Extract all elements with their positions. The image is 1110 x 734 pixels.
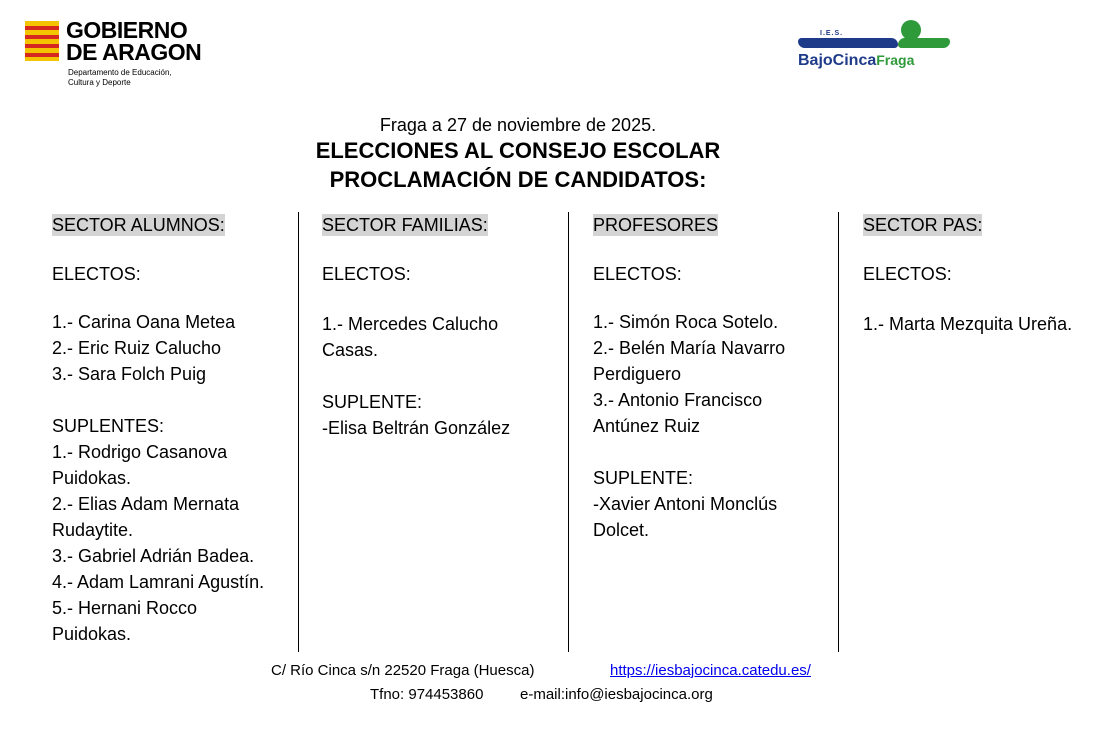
column-divider	[568, 212, 569, 652]
list-item: 1.- Rodrigo Casanova	[52, 442, 228, 462]
electos-label: ELECTOS:	[52, 264, 141, 284]
ies-logo-name	[798, 52, 914, 70]
electos-list	[52, 309, 292, 387]
gobierno-aragon-logo	[18, 14, 210, 90]
column-divider	[838, 212, 839, 652]
list-item: Dolcet.	[593, 520, 650, 540]
list-item: 2.- Elias Adam Mernata	[52, 494, 240, 514]
document-title: ELECCIONES AL CONSEJO ESCOLAR	[315, 138, 721, 163]
list-item: 1.- Simón Roca Sotelo.	[593, 312, 779, 332]
suplentes-list	[322, 415, 562, 441]
list-item: 2.- Belén María Navarro	[593, 338, 786, 358]
list-item: -Elisa Beltrán González	[322, 418, 511, 438]
list-item: Puidokas.	[52, 624, 132, 644]
footer-phone: Tfno: 974453860	[370, 686, 484, 703]
footer-line-2	[0, 686, 1110, 706]
suplentes-label: SUPLENTE:	[593, 468, 694, 488]
ies-logo-dot-icon	[901, 20, 921, 40]
list-item: 1.- Carina Oana Metea	[52, 312, 236, 332]
sector-profesores-heading: PROFESORES	[593, 215, 719, 235]
sector-pas-heading: SECTOR PAS:	[863, 215, 983, 235]
suplentes-label: SUPLENTE:	[322, 392, 423, 412]
list-item: Antúnez Ruiz	[593, 416, 701, 436]
electos-list	[593, 309, 833, 439]
sector-alumnos-column	[52, 212, 292, 647]
ies-bajocinca-logo	[796, 18, 952, 74]
document-date: Fraga a 27 de noviembre de 2025.	[379, 115, 657, 135]
gov-logo-subtitle: Departamento de Educación, Cultura y Deporte	[68, 68, 172, 87]
footer-line-1	[0, 662, 1110, 682]
document-subtitle: PROCLAMACIÓN DE CANDIDATOS:	[329, 167, 707, 192]
list-item: 1.- Mercedes Calucho	[322, 314, 499, 334]
ies-logo-wave-green-icon	[898, 38, 950, 48]
electos-list	[322, 311, 562, 363]
sector-familias-column	[322, 212, 562, 441]
sector-pas-column	[863, 212, 1103, 337]
suplentes-label: SUPLENTES:	[52, 416, 165, 436]
list-item: Puidokas.	[52, 468, 132, 488]
list-item: 2.- Eric Ruiz Calucho	[52, 338, 222, 358]
suplentes-list	[593, 491, 833, 543]
ies-logo-wave-icon	[798, 38, 898, 48]
electos-label: ELECTOS:	[863, 264, 952, 284]
list-item: 4.- Adam Lamrani Agustín.	[52, 572, 265, 592]
list-item: Casas.	[322, 340, 379, 360]
ies-logo-school: BajoCinca	[798, 52, 877, 69]
ies-logo-prefix: I.E.S.	[820, 30, 844, 37]
sector-alumnos-heading: SECTOR ALUMNOS:	[52, 215, 225, 235]
electos-label: ELECTOS:	[322, 264, 411, 284]
list-item: 1.- Marta Mezquita Ureña.	[863, 314, 1073, 334]
gov-logo-line2: DE ARAGON	[66, 39, 202, 65]
ies-logo-town: Fraga	[876, 52, 915, 68]
list-item: Perdiguero	[593, 364, 682, 384]
list-item: 5.- Hernani Rocco	[52, 598, 198, 618]
aragon-flag-icon	[25, 21, 59, 61]
list-item: 3.- Gabriel Adrián Badea.	[52, 546, 255, 566]
list-item: 3.- Antonio Francisco	[593, 390, 763, 410]
sector-familias-heading: SECTOR FAMILIAS:	[322, 215, 488, 235]
sector-profesores-column	[593, 212, 833, 543]
column-divider	[298, 212, 299, 652]
website-link[interactable]: https://iesbajocinca.catedu.es/	[610, 662, 811, 679]
list-item: -Xavier Antoni Monclús	[593, 494, 778, 514]
electos-list	[863, 311, 1103, 337]
list-item: 3.- Sara Folch Puig	[52, 364, 207, 384]
suplentes-list	[52, 439, 292, 647]
footer-email: e-mail:info@iesbajocinca.org	[520, 686, 713, 703]
footer-address: C/ Río Cinca s/n 22520 Fraga (Huesca)	[271, 662, 535, 679]
gov-logo-line1: GOBIERNO	[66, 17, 188, 43]
list-item: Rudaytite.	[52, 520, 134, 540]
electos-label: ELECTOS:	[593, 264, 682, 284]
